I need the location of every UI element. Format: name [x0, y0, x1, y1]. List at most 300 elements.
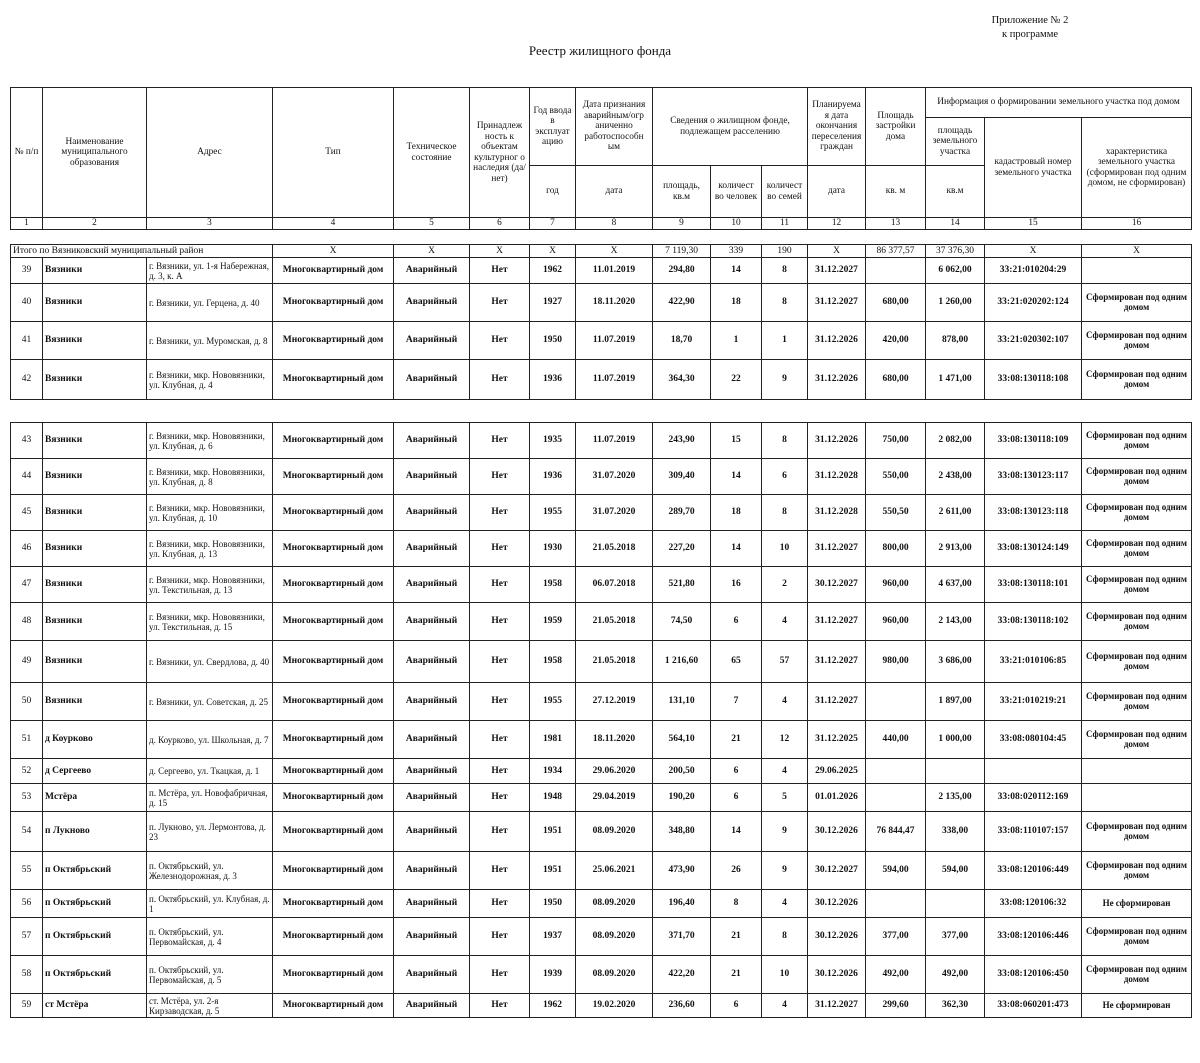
characteristic-cell	[1082, 759, 1192, 784]
people-cell: 14	[711, 258, 762, 284]
families-cell: 6	[762, 459, 808, 495]
heritage-cell: Нет	[470, 852, 530, 890]
row-number: 51	[11, 721, 43, 759]
header-address: Адрес	[147, 88, 273, 218]
total-x: X	[530, 245, 576, 258]
year-cell: 1962	[530, 994, 576, 1018]
year-cell: 1935	[530, 423, 576, 459]
resettle-date-cell: 29.06.2025	[808, 759, 866, 784]
resettle-date-cell: 31.12.2027	[808, 994, 866, 1018]
header-sub-people: количест во человек	[711, 166, 762, 218]
resettle-date-cell: 30.12.2026	[808, 812, 866, 852]
total-x: X	[576, 245, 653, 258]
emergency-date-cell: 08.09.2020	[576, 812, 653, 852]
year-cell: 1950	[530, 322, 576, 360]
row-number: 39	[11, 258, 43, 284]
municipality-cell: Вязники	[43, 258, 147, 284]
column-number: 12	[808, 218, 866, 230]
heritage-cell: Нет	[470, 360, 530, 400]
built-area-cell: 440,00	[866, 721, 926, 759]
header-condition: Техническое состояние	[394, 88, 470, 218]
resettle-date-cell: 31.12.2026	[808, 360, 866, 400]
people-cell: 14	[711, 459, 762, 495]
families-cell: 9	[762, 812, 808, 852]
land-area-cell: 338,00	[926, 812, 985, 852]
type-cell: Многоквартирный дом	[273, 852, 394, 890]
heritage-cell: Нет	[470, 495, 530, 531]
heritage-cell: Нет	[470, 322, 530, 360]
type-cell: Многоквартирный дом	[273, 812, 394, 852]
people-cell: 21	[711, 956, 762, 994]
address-cell: п. Октябрьский, ул. Железнодорожная, д. 3	[147, 852, 273, 890]
land-area-cell: 878,00	[926, 322, 985, 360]
area-cell: 294,80	[653, 258, 711, 284]
year-cell: 1951	[530, 852, 576, 890]
table-row	[11, 683, 1192, 721]
families-cell: 5	[762, 784, 808, 812]
condition-cell: Аварийный	[394, 890, 470, 918]
land-area-cell: 492,00	[926, 956, 985, 994]
cadastral-cell: 33:08:130123:117	[985, 459, 1082, 495]
characteristic-cell: Сформирован под одним домом	[1082, 567, 1192, 603]
heritage-cell: Нет	[470, 918, 530, 956]
table-row	[11, 258, 1192, 284]
condition-cell: Аварийный	[394, 812, 470, 852]
header-sub-kvm: кв. м	[866, 166, 926, 218]
municipality-cell: Вязники	[43, 531, 147, 567]
heritage-cell: Нет	[470, 759, 530, 784]
total-x: X	[470, 245, 530, 258]
people-cell: 6	[711, 994, 762, 1018]
resettle-date-cell: 31.12.2026	[808, 423, 866, 459]
land-area-cell: 2 143,00	[926, 603, 985, 641]
cadastral-cell: 33:21:020202:124	[985, 284, 1082, 322]
cadastral-cell: 33:21:010219:21	[985, 683, 1082, 721]
resettle-date-cell: 31.12.2027	[808, 284, 866, 322]
cadastral-cell	[985, 759, 1082, 784]
resettle-date-cell: 30.12.2026	[808, 890, 866, 918]
area-cell: 564,10	[653, 721, 711, 759]
resettle-date-cell: 31.12.2027	[808, 683, 866, 721]
table-row	[11, 918, 1192, 956]
address-cell: г. Вязники, ул. 1-я Набережная, д. 3, к. А	[147, 258, 273, 284]
document-title: Реестр жилищного фонда	[528, 43, 672, 58]
column-numbers-row	[11, 218, 1192, 230]
built-area-cell: 800,00	[866, 531, 926, 567]
people-cell: 21	[711, 918, 762, 956]
families-cell: 4	[762, 603, 808, 641]
appendix-line-2: к программе	[1001, 29, 1058, 40]
resettle-date-cell: 30.12.2027	[808, 852, 866, 890]
emergency-date-cell: 18.11.2020	[576, 284, 653, 322]
type-cell: Многоквартирный дом	[273, 423, 394, 459]
year-cell: 1936	[530, 360, 576, 400]
municipality-cell: Вязники	[43, 603, 147, 641]
column-number: 8	[576, 218, 653, 230]
municipality-cell: Мстёра	[43, 784, 147, 812]
header-built-area-group: Площадь застройки дома	[866, 88, 926, 166]
families-cell: 8	[762, 423, 808, 459]
address-cell: п. Октябрьский, ул. Клубная, д. 1	[147, 890, 273, 918]
built-area-cell: 76 844,47	[866, 812, 926, 852]
condition-cell: Аварийный	[394, 459, 470, 495]
condition-cell: Аварийный	[394, 759, 470, 784]
characteristic-cell: Сформирован под одним домом	[1082, 284, 1192, 322]
families-cell: 2	[762, 567, 808, 603]
people-cell: 6	[711, 784, 762, 812]
characteristic-cell: Сформирован под одним домом	[1082, 641, 1192, 683]
area-cell: 289,70	[653, 495, 711, 531]
total-land-area: 37 376,30	[926, 245, 985, 258]
characteristic-cell: Сформирован под одним домом	[1082, 603, 1192, 641]
area-cell: 364,30	[653, 360, 711, 400]
area-cell: 348,80	[653, 812, 711, 852]
address-cell: г. Вязники, мкр. Нововязники, ул. Клубная, д. 13	[147, 531, 273, 567]
characteristic-cell: Не сформирован	[1082, 994, 1192, 1018]
emergency-date-cell: 21.05.2018	[576, 603, 653, 641]
address-cell: г. Вязники, мкр. Нововязники, ул. Клубная, д. 6	[147, 423, 273, 459]
people-cell: 6	[711, 759, 762, 784]
address-cell: г. Вязники, мкр. Нововязники, ул. Текстильная, д. 13	[147, 567, 273, 603]
table-row	[11, 459, 1192, 495]
characteristic-cell: Сформирован под одним домом	[1082, 531, 1192, 567]
land-area-cell: 1 897,00	[926, 683, 985, 721]
year-cell: 1939	[530, 956, 576, 994]
municipality-cell: ст Мстёра	[43, 994, 147, 1018]
municipality-cell: п Лукново	[43, 812, 147, 852]
characteristic-cell: Сформирован под одним домом	[1082, 918, 1192, 956]
type-cell: Многоквартирный дом	[273, 567, 394, 603]
resettle-date-cell: 30.12.2026	[808, 956, 866, 994]
type-cell: Многоквартирный дом	[273, 784, 394, 812]
resettle-date-cell: 31.12.2027	[808, 258, 866, 284]
families-cell: 4	[762, 683, 808, 721]
families-cell: 12	[762, 721, 808, 759]
municipality-cell: Вязники	[43, 360, 147, 400]
characteristic-cell: Сформирован под одним домом	[1082, 852, 1192, 890]
address-cell: г. Вязники, ул. Муромская, д. 8	[147, 322, 273, 360]
cadastral-cell: 33:08:120106:32	[985, 890, 1082, 918]
built-area-cell: 550,50	[866, 495, 926, 531]
total-people: 339	[711, 245, 762, 258]
characteristic-cell: Сформирован под одним домом	[1082, 683, 1192, 721]
year-cell: 1930	[530, 531, 576, 567]
condition-cell: Аварийный	[394, 423, 470, 459]
condition-cell: Аварийный	[394, 603, 470, 641]
type-cell: Многоквартирный дом	[273, 641, 394, 683]
type-cell: Многоквартирный дом	[273, 603, 394, 641]
address-cell: п. Лукново, ул. Лермонтова, д. 23	[147, 812, 273, 852]
area-cell: 521,80	[653, 567, 711, 603]
year-cell: 1927	[530, 284, 576, 322]
condition-cell: Аварийный	[394, 567, 470, 603]
built-area-cell: 377,00	[866, 918, 926, 956]
address-cell: г. Вязники, мкр. Нововязники, ул. Клубная, д. 10	[147, 495, 273, 531]
type-cell: Многоквартирный дом	[273, 495, 394, 531]
built-area-cell: 299,60	[866, 994, 926, 1018]
row-number: 43	[11, 423, 43, 459]
families-cell: 8	[762, 284, 808, 322]
built-area-cell: 750,00	[866, 423, 926, 459]
people-cell: 21	[711, 721, 762, 759]
emergency-date-cell: 31.07.2020	[576, 495, 653, 531]
resettle-date-cell: 01.01.2026	[808, 784, 866, 812]
resettle-date-cell: 31.12.2027	[808, 531, 866, 567]
families-cell: 9	[762, 360, 808, 400]
header-sub-kvm2: кв.м	[926, 166, 985, 218]
table-row	[11, 956, 1192, 994]
people-cell: 14	[711, 812, 762, 852]
emergency-date-cell: 08.09.2020	[576, 956, 653, 994]
year-cell: 1936	[530, 459, 576, 495]
condition-cell: Аварийный	[394, 284, 470, 322]
emergency-date-cell: 11.07.2019	[576, 360, 653, 400]
header-sub-year: год	[530, 166, 576, 218]
table-row	[11, 531, 1192, 567]
column-number: 5	[394, 218, 470, 230]
area-cell: 74,50	[653, 603, 711, 641]
characteristic-cell: Сформирован под одним домом	[1082, 360, 1192, 400]
land-area-cell: 594,00	[926, 852, 985, 890]
row-number: 49	[11, 641, 43, 683]
land-area-cell: 377,00	[926, 918, 985, 956]
column-number: 9	[653, 218, 711, 230]
built-area-cell	[866, 759, 926, 784]
emergency-date-cell: 31.07.2020	[576, 459, 653, 495]
cadastral-cell: 33:08:130124:149	[985, 531, 1082, 567]
people-cell: 8	[711, 890, 762, 918]
column-number: 13	[866, 218, 926, 230]
header-heritage: Принадлеж ность к объектам культурног о наследия (да/нет)	[470, 88, 530, 218]
header-type: Тип	[273, 88, 394, 218]
area-cell: 1 216,60	[653, 641, 711, 683]
area-cell: 200,50	[653, 759, 711, 784]
total-label: Итого по Вязниковский муниципальный район	[11, 245, 273, 258]
municipality-cell: п Октябрьский	[43, 852, 147, 890]
municipality-cell: п Октябрьский	[43, 956, 147, 994]
row-number: 56	[11, 890, 43, 918]
heritage-cell: Нет	[470, 258, 530, 284]
header-housing-group: Сведения о жилищном фонде, подлежащем расселению	[653, 88, 808, 166]
cadastral-cell: 33:08:120106:449	[985, 852, 1082, 890]
table-row	[11, 784, 1192, 812]
people-cell: 22	[711, 360, 762, 400]
type-cell: Многоквартирный дом	[273, 956, 394, 994]
total-families: 190	[762, 245, 808, 258]
cadastral-cell: 33:21:010204:29	[985, 258, 1082, 284]
area-cell: 371,70	[653, 918, 711, 956]
year-cell: 1934	[530, 759, 576, 784]
address-cell: г. Вязники, мкр. Нововязники, ул. Клубная, д. 8	[147, 459, 273, 495]
heritage-cell: Нет	[470, 721, 530, 759]
people-cell: 1	[711, 322, 762, 360]
people-cell: 26	[711, 852, 762, 890]
column-number: 7	[530, 218, 576, 230]
resettle-date-cell: 31.12.2027	[808, 641, 866, 683]
heritage-cell: Нет	[470, 641, 530, 683]
year-cell: 1937	[530, 918, 576, 956]
header-sub-date: дата	[576, 166, 653, 218]
resettle-date-cell: 31.12.2027	[808, 603, 866, 641]
type-cell: Многоквартирный дом	[273, 918, 394, 956]
emergency-date-cell: 18.11.2020	[576, 721, 653, 759]
total-built-area: 86 377,57	[866, 245, 926, 258]
emergency-date-cell: 21.05.2018	[576, 641, 653, 683]
area-cell: 473,90	[653, 852, 711, 890]
land-area-cell: 3 686,00	[926, 641, 985, 683]
address-cell: г. Вязники, мкр. Нововязники, ул. Текстильная, д. 15	[147, 603, 273, 641]
built-area-cell: 680,00	[866, 360, 926, 400]
cadastral-cell: 33:08:130118:101	[985, 567, 1082, 603]
row-number: 54	[11, 812, 43, 852]
register-table-page-1	[10, 244, 1192, 400]
resettle-date-cell: 31.12.2026	[808, 322, 866, 360]
built-area-cell	[866, 258, 926, 284]
characteristic-cell: Сформирован под одним домом	[1082, 423, 1192, 459]
condition-cell: Аварийный	[394, 322, 470, 360]
heritage-cell: Нет	[470, 531, 530, 567]
table-row	[11, 603, 1192, 641]
municipality-cell: Вязники	[43, 459, 147, 495]
row-number: 57	[11, 918, 43, 956]
people-cell: 14	[711, 531, 762, 567]
condition-cell: Аварийный	[394, 360, 470, 400]
built-area-cell: 680,00	[866, 284, 926, 322]
row-number: 44	[11, 459, 43, 495]
cadastral-cell: 33:08:110107:157	[985, 812, 1082, 852]
column-number: 1	[11, 218, 43, 230]
year-cell: 1958	[530, 641, 576, 683]
resettle-date-cell: 31.12.2025	[808, 721, 866, 759]
table-row	[11, 852, 1192, 890]
header-resettle-group: Планируема я дата окончания переселения граждан	[808, 88, 866, 166]
area-cell: 309,40	[653, 459, 711, 495]
emergency-date-cell: 19.02.2020	[576, 994, 653, 1018]
built-area-cell: 960,00	[866, 603, 926, 641]
table-row	[11, 721, 1192, 759]
families-cell: 10	[762, 956, 808, 994]
heritage-cell: Нет	[470, 812, 530, 852]
area-cell: 190,20	[653, 784, 711, 812]
table-row	[11, 759, 1192, 784]
address-cell: ст. Мстёра, ул. 2-я Кирзаводская, д. 5	[147, 994, 273, 1018]
area-cell: 243,90	[653, 423, 711, 459]
total-x: X	[808, 245, 866, 258]
column-number: 16	[1082, 218, 1192, 230]
type-cell: Многоквартирный дом	[273, 994, 394, 1018]
built-area-cell: 960,00	[866, 567, 926, 603]
emergency-date-cell: 25.06.2021	[576, 852, 653, 890]
row-number: 58	[11, 956, 43, 994]
year-cell: 1955	[530, 683, 576, 721]
area-cell: 236,60	[653, 994, 711, 1018]
condition-cell: Аварийный	[394, 918, 470, 956]
year-cell: 1962	[530, 258, 576, 284]
cadastral-cell: 33:08:020112:169	[985, 784, 1082, 812]
row-number: 48	[11, 603, 43, 641]
year-cell: 1951	[530, 812, 576, 852]
heritage-cell: Нет	[470, 994, 530, 1018]
characteristic-cell: Сформирован под одним домом	[1082, 495, 1192, 531]
municipality-cell: п Октябрьский	[43, 918, 147, 956]
land-area-cell: 2 082,00	[926, 423, 985, 459]
condition-cell: Аварийный	[394, 956, 470, 994]
municipality-cell: Вязники	[43, 567, 147, 603]
families-cell: 4	[762, 759, 808, 784]
year-cell: 1981	[530, 721, 576, 759]
characteristic-cell: Сформирован под одним домом	[1082, 812, 1192, 852]
column-number: 6	[470, 218, 530, 230]
heritage-cell: Нет	[470, 567, 530, 603]
year-cell: 1958	[530, 567, 576, 603]
people-cell: 18	[711, 284, 762, 322]
land-area-cell: 2 611,00	[926, 495, 985, 531]
heritage-cell: Нет	[470, 683, 530, 721]
people-cell: 15	[711, 423, 762, 459]
emergency-date-cell: 21.05.2018	[576, 531, 653, 567]
land-area-cell: 1 471,00	[926, 360, 985, 400]
row-number: 55	[11, 852, 43, 890]
land-area-cell: 4 637,00	[926, 567, 985, 603]
appendix-line-1: Приложение № 2	[991, 15, 1069, 26]
type-cell: Многоквартирный дом	[273, 531, 394, 567]
area-cell: 131,10	[653, 683, 711, 721]
header-municipality: Наименование муниципального образования	[43, 88, 147, 218]
row-number: 52	[11, 759, 43, 784]
cadastral-cell: 33:08:080104:45	[985, 721, 1082, 759]
emergency-date-cell: 27.12.2019	[576, 683, 653, 721]
emergency-date-cell: 29.04.2019	[576, 784, 653, 812]
year-cell: 1959	[530, 603, 576, 641]
total-area: 7 119,30	[653, 245, 711, 258]
condition-cell: Аварийный	[394, 641, 470, 683]
emergency-date-cell: 06.07.2018	[576, 567, 653, 603]
resettle-date-cell: 30.12.2026	[808, 918, 866, 956]
resettle-date-cell: 31.12.2028	[808, 459, 866, 495]
type-cell: Многоквартирный дом	[273, 459, 394, 495]
land-area-cell: 2 438,00	[926, 459, 985, 495]
land-area-cell: 2 913,00	[926, 531, 985, 567]
table-row	[11, 567, 1192, 603]
condition-cell: Аварийный	[394, 784, 470, 812]
municipality-cell: п Октябрьский	[43, 890, 147, 918]
table-row	[11, 284, 1192, 322]
header-sub-families: количест во семей	[762, 166, 808, 218]
table-row	[11, 890, 1192, 918]
built-area-cell: 492,00	[866, 956, 926, 994]
condition-cell: Аварийный	[394, 852, 470, 890]
people-cell: 7	[711, 683, 762, 721]
characteristic-cell: Сформирован под одним домом	[1082, 322, 1192, 360]
header-land-group: Информация о формировании земельного участка под домом	[926, 88, 1192, 118]
heritage-cell: Нет	[470, 423, 530, 459]
type-cell: Многоквартирный дом	[273, 284, 394, 322]
characteristic-cell: Сформирован под одним домом	[1082, 459, 1192, 495]
emergency-date-cell: 08.09.2020	[576, 890, 653, 918]
cadastral-cell: 33:21:010106:85	[985, 641, 1082, 683]
condition-cell: Аварийный	[394, 721, 470, 759]
municipality-cell: д Коурково	[43, 721, 147, 759]
type-cell: Многоквартирный дом	[273, 759, 394, 784]
type-cell: Многоквартирный дом	[273, 721, 394, 759]
address-cell: г. Вязники, ул. Свердлова, д. 40	[147, 641, 273, 683]
address-cell: г. Вязники, ул. Герцена, д. 40	[147, 284, 273, 322]
address-cell: д. Коурково, ул. Школьная, д. 7	[147, 721, 273, 759]
total-x: X	[273, 245, 394, 258]
area-cell: 422,90	[653, 284, 711, 322]
land-area-cell	[926, 759, 985, 784]
municipality-cell: Вязники	[43, 683, 147, 721]
